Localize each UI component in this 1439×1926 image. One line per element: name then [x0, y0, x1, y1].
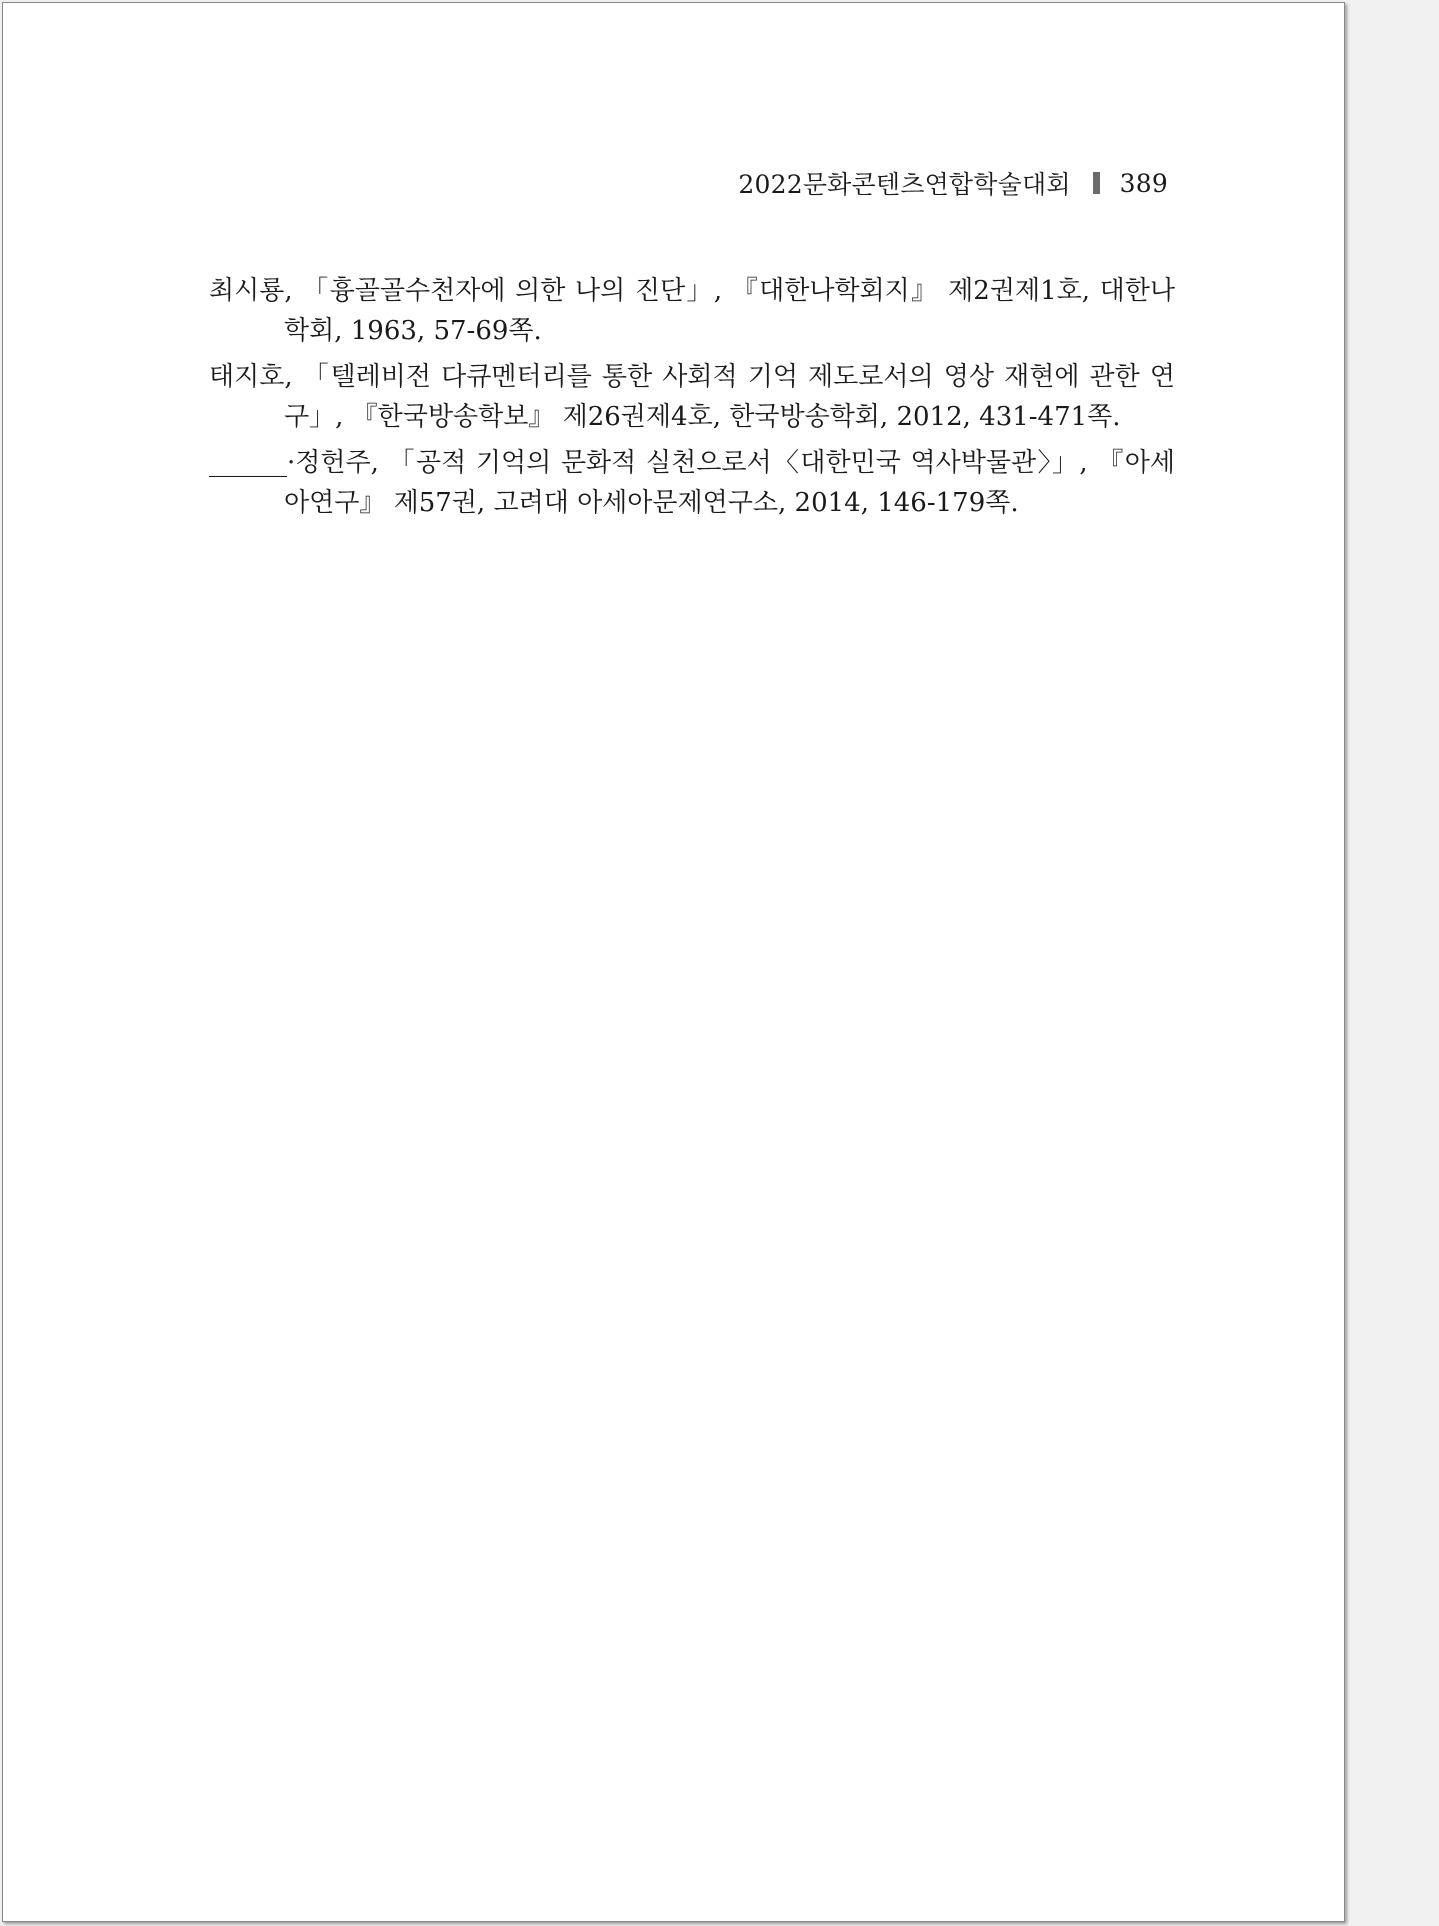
reference-entry: 태지호, 「텔레비전 다큐멘터리를 통한 사회적 기억 제도로서의 영상 재현에 관한 연구」, 『한국방송학보』 제26권제4호, 한국방송학회, 2012, 431-471쪽.: [209, 362, 1175, 432]
reference-list: [209, 271, 1175, 529]
running-header: [738, 165, 1168, 201]
reference-entry: 최시룡, 「흉골골수천자에 의한 나의 진단」, 『대한나학회지』 제2권제1호, 대한나학회, 1963, 57-69쪽.: [209, 276, 1175, 346]
document-page: [2, 2, 1345, 1922]
header-separator: [1093, 172, 1100, 194]
reference-entry: ______·정헌주, 「공적 기억의 문화적 실천으로서〈대한민국 역사박물관〉」, 『아세아연구』 제57권, 고려대 아세아문제연구소, 2014, 146-179쪽.: [209, 448, 1175, 518]
page-number: 389: [1119, 168, 1168, 198]
header-title: 2022문화콘텐츠연합학술대회: [738, 170, 1071, 199]
